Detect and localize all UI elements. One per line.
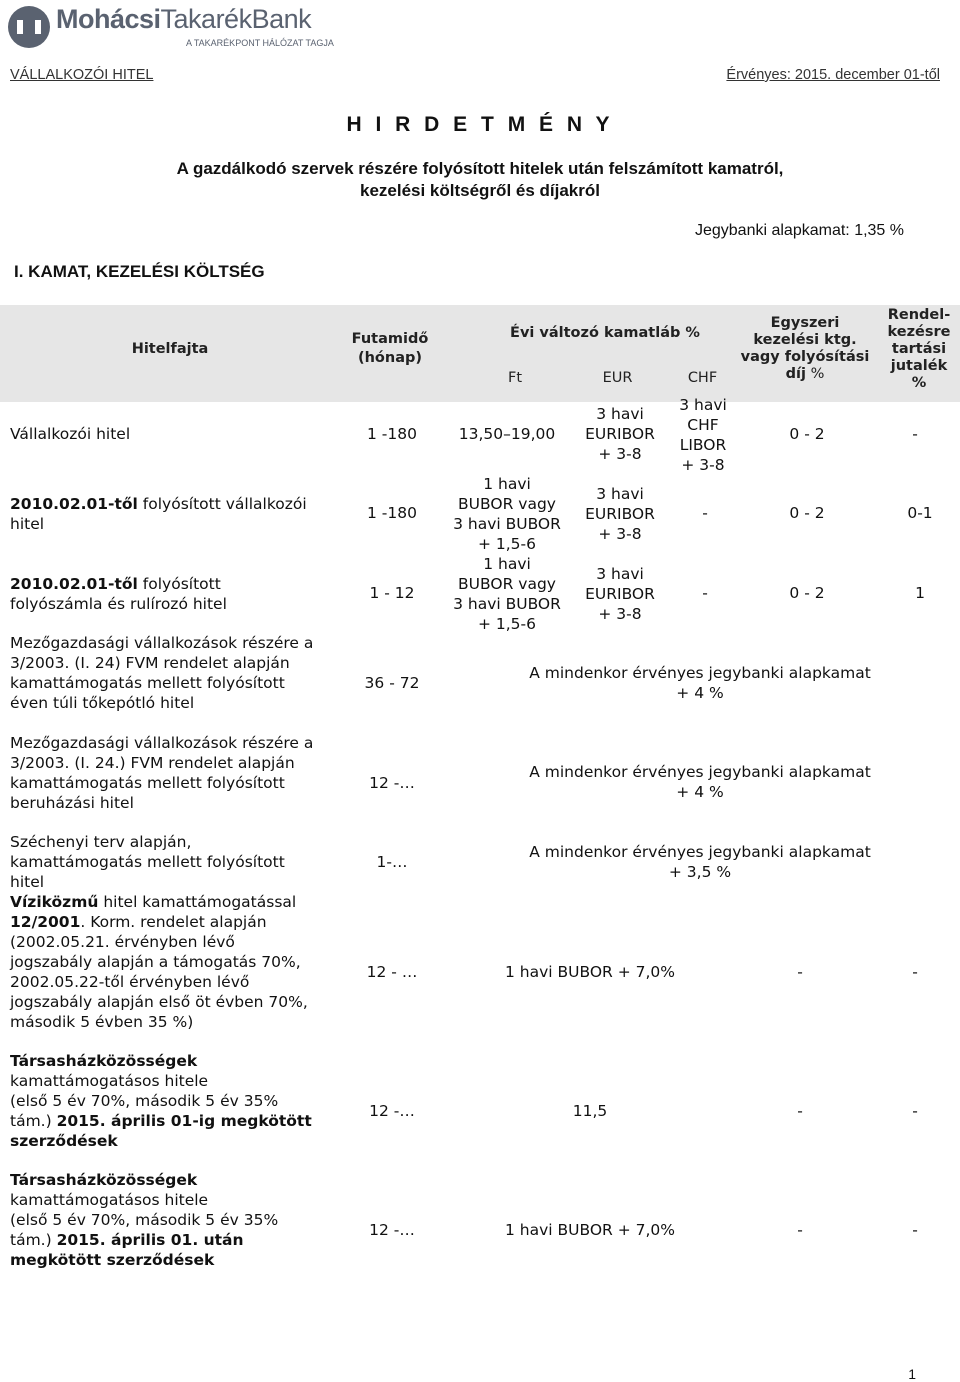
row3-type: 2010.02.01-től folyósított folyószámla és rulírozó hitel: [10, 575, 227, 613]
col-term-header: Futamidő (hónap): [351, 331, 429, 366]
row5-type: Mezőgazdasági vállalkozások részére a 3/2003. (I. 24.) FVM rendelet alapján kamattámogatás mellett folyósított beruházási hitel: [10, 734, 314, 812]
page-title: H I R D E T M É N Y: [346, 113, 614, 136]
col-bonus-header: Rendel- kezésre tartási jutalék %: [887, 307, 951, 391]
col-chf-header: CHF: [687, 370, 718, 386]
row6-rate: A mindenkor érvényes jegybanki alapkamat + 3,5 %: [529, 843, 871, 881]
row2-type: 2010.02.01-től folyósított vállalkozói hitel: [10, 495, 307, 533]
row1-ft: 13,50–19,00: [458, 425, 556, 443]
row3-fee: 0 - 2: [789, 584, 825, 602]
row2-chf: -: [702, 504, 708, 522]
bank-tagline: A TAKARÉKPONT HÁLÓZAT TAGJA: [186, 38, 334, 48]
row3-bonus: 1: [915, 584, 925, 602]
row7-bonus: -: [912, 963, 918, 981]
row9-bonus: -: [912, 1221, 918, 1239]
row9-type: Társasházközösségek kamattámogatásos hitele (első 5 év 70%, második 5 év 35% tám.) 2015. április 01. után megkötött szerződések: [10, 1171, 279, 1269]
row1-bonus: -: [912, 425, 918, 443]
row3-eur: 3 havi EURIBOR + 3-8: [585, 565, 655, 623]
row3-term: 1 - 12: [369, 584, 415, 602]
row9-term: 12 -…: [369, 1221, 415, 1239]
row8-bonus: -: [912, 1102, 918, 1120]
row2-eur: 3 havi EURIBOR + 3-8: [585, 485, 655, 543]
bank-logo: [8, 4, 334, 50]
header-validity: Érvényes: 2015. december 01-től: [726, 67, 940, 83]
col-type-header: Hitelfajta: [131, 341, 209, 357]
row4-rate: A mindenkor érvényes jegybanki alapkamat + 4 %: [529, 664, 871, 702]
row6-term: 1-…: [376, 853, 408, 871]
row8-type: Társasházközösségek kamattámogatásos hitele (első 5 év 70%, második 5 év 35% tám.) 2015. április 01-ig megkötött szerződések: [10, 1052, 312, 1150]
row8-term: 12 -…: [369, 1102, 415, 1120]
base-rate: Jegybanki alapkamat: 1,35 %: [694, 222, 904, 239]
row1-type: Vállalkozói hitel: [10, 425, 131, 443]
row9-fee: -: [797, 1221, 803, 1239]
row8-rate: 11,5: [572, 1102, 608, 1120]
col-rate-header: Évi változó kamatláb %: [510, 325, 700, 341]
row7-fee: -: [797, 963, 803, 981]
row7-term: 12 - …: [366, 963, 418, 981]
row5-rate: A mindenkor érvényes jegybanki alapkamat + 4 %: [529, 763, 871, 801]
col-ft-header: Ft: [507, 370, 523, 386]
row5-term: 12 -…: [369, 774, 415, 792]
header-category: VÁLLALKOZÓI HITEL: [10, 67, 154, 83]
page-number: 1: [908, 1366, 916, 1382]
row1-eur: 3 havi EURIBOR + 3-8: [585, 405, 655, 463]
row1-term: 1 -180: [367, 425, 417, 443]
row4-type: Mezőgazdasági vállalkozások részére a 3/2003. (I. 24) FVM rendelet alapján kamattámogatás mellett folyósított éven túli tőkepótló hitel: [10, 634, 314, 712]
row4-term: 36 - 72: [364, 674, 420, 692]
row6-type: Széchenyi terv alapján, kamattámogatás mellett folyósított hitel: [10, 833, 285, 891]
row1-fee: 0 - 2: [789, 425, 825, 443]
bank-name: MohácsiTakarékBank: [56, 4, 312, 34]
col-eur-header: EUR: [602, 370, 633, 386]
col-fee-header: Egyszeri kezelési ktg. vagy folyósítási díj %: [740, 315, 870, 382]
row3-chf: -: [702, 584, 708, 602]
row2-term: 1 -180: [367, 504, 417, 522]
row8-fee: -: [797, 1102, 803, 1120]
row2-bonus: 0-1: [907, 504, 933, 522]
row7-type: Víziközmű hitel kamattámogatással 12/2001. Korm. rendelet alapján (2002.05.21. érvényben lévő jogszabály alapján a támogatás 70%, 2002.05.22-től érvényben lévő jogszabály alapján első öt évben 70%, második 5 évben 35 %): [10, 893, 308, 1031]
row1-chf: 3 havi CHF LIBOR + 3-8: [679, 396, 727, 474]
page-subtitle: A gazdálkodó szervek részére folyósított hitelek után felszámított kamatról, kezelési költségről és díjakról: [176, 159, 784, 200]
row2-ft: 1 havi BUBOR vagy 3 havi BUBOR + 1,5-6: [453, 475, 561, 553]
row3-ft: 1 havi BUBOR vagy 3 havi BUBOR + 1,5-6: [453, 555, 561, 633]
row9-rate: 1 havi BUBOR + 7,0%: [504, 1221, 676, 1239]
bank-logo-icon: [8, 6, 50, 48]
row2-fee: 0 - 2: [789, 504, 825, 522]
row7-rate: 1 havi BUBOR + 7,0%: [504, 963, 676, 981]
section-title: I. KAMAT, KEZELÉSI KÖLTSÉG: [14, 262, 265, 281]
